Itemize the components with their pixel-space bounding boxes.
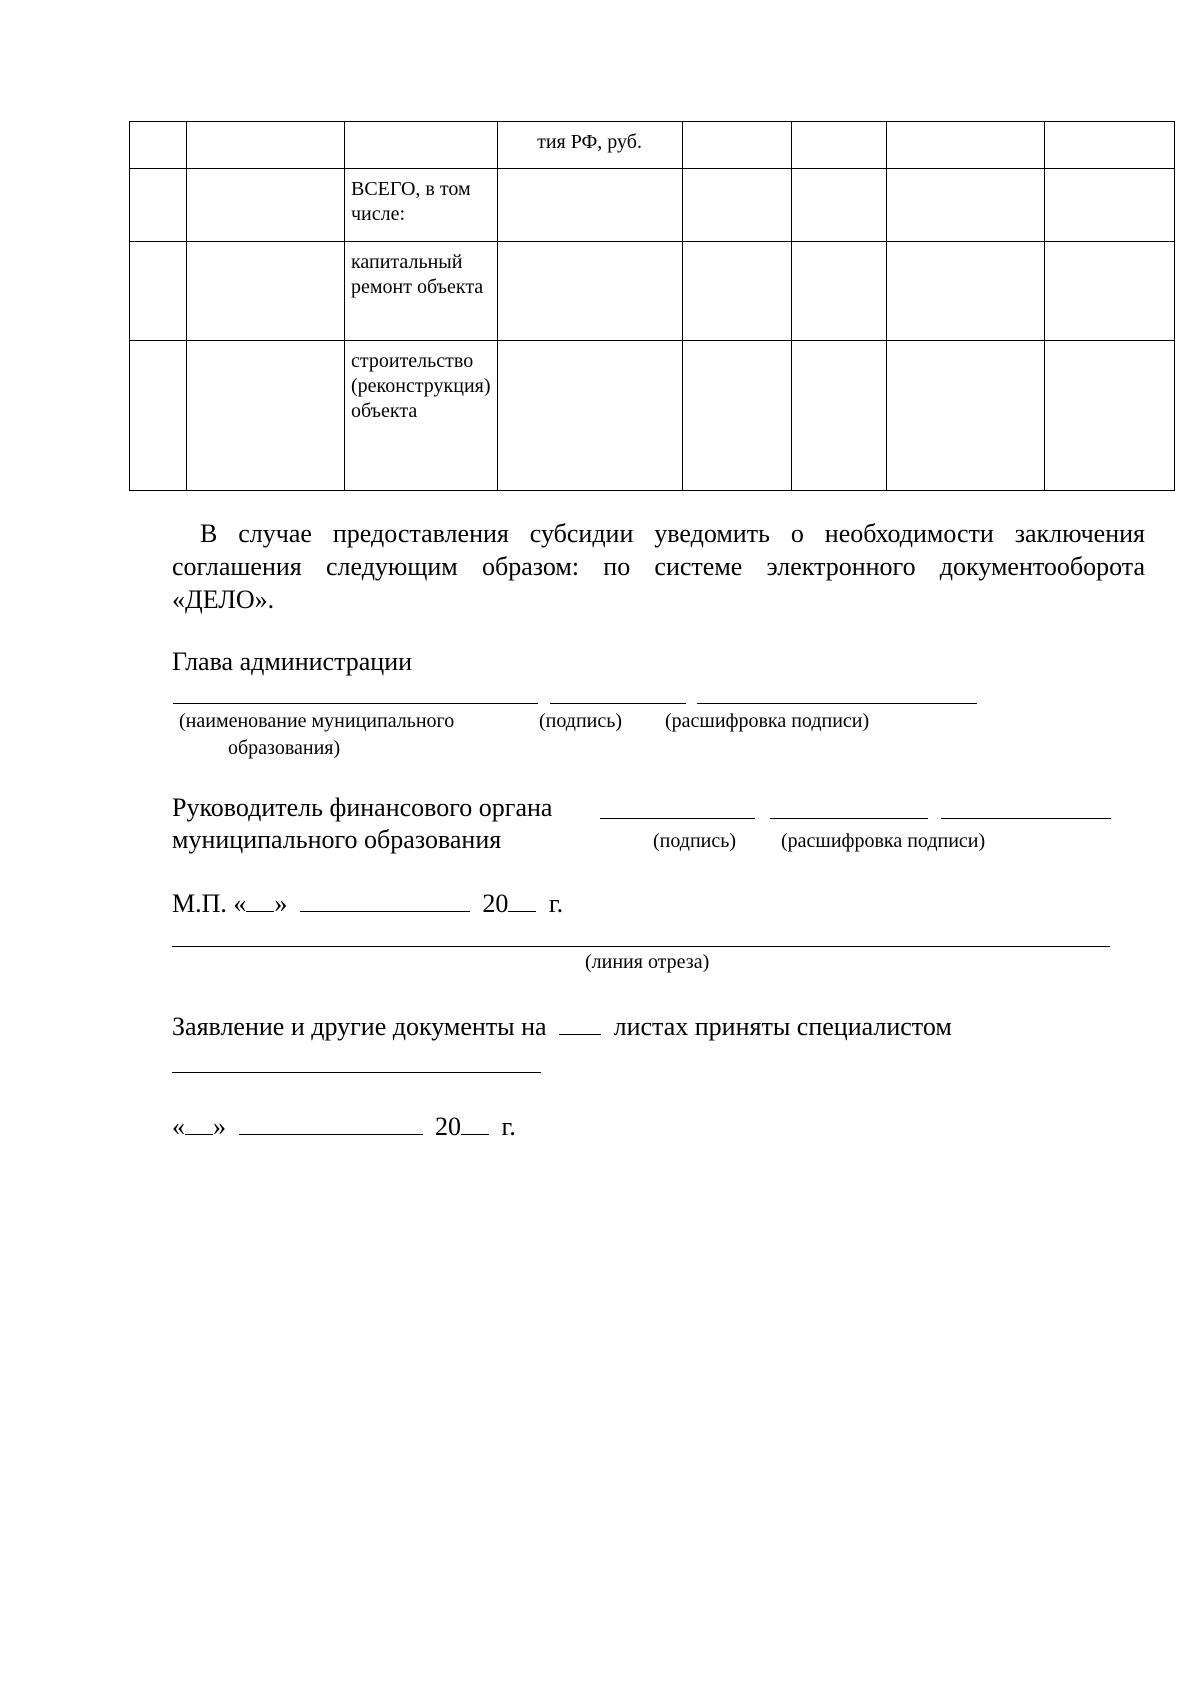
stamp-g: г. — [548, 889, 564, 918]
table-cell — [130, 122, 187, 169]
notification-paragraph: В случае предоставления субсидии уведомить о необходимости заключения соглашения следующим образом: по системе электронного документооборота «ДЕЛО». — [172, 519, 1145, 614]
stamp-date-line — [172, 885, 563, 920]
table-cell — [791, 122, 886, 169]
date-open-quote: « — [172, 1112, 185, 1141]
finance-head-title-cont: муниципального образования — [172, 825, 502, 854]
table-cell — [1044, 169, 1174, 242]
table-cell — [886, 242, 1044, 341]
table-cell — [345, 122, 498, 169]
subsidy-table — [129, 121, 1175, 491]
date-year: 20 — [435, 1112, 461, 1141]
caption-sign: (подпись) — [539, 710, 623, 732]
table-cell — [791, 242, 886, 341]
finance-caption-decode: (расшифровка подписи) — [781, 830, 986, 852]
caption-decode: (расшифровка подписи) — [665, 710, 870, 732]
received-text-2: листах приняты специалистом — [613, 1012, 952, 1041]
table-cell — [497, 341, 682, 491]
month-blank — [300, 885, 470, 912]
table-cell: капитальный ремонт объекта — [345, 242, 498, 341]
table-cell — [130, 341, 187, 491]
table-cell — [886, 122, 1044, 169]
table-row — [130, 341, 1175, 491]
table-cell — [1044, 122, 1174, 169]
date-month-blank — [239, 1108, 423, 1135]
signature-line-decode — [697, 703, 977, 704]
table-cell — [791, 341, 886, 491]
table-cell — [497, 169, 682, 242]
table-cell — [886, 169, 1044, 242]
table-cell — [187, 341, 345, 491]
date-close-quote: » — [213, 1112, 226, 1141]
cut-line — [172, 946, 1110, 947]
table-row — [130, 122, 1175, 169]
table-row — [130, 169, 1175, 242]
date-year-blank — [461, 1108, 489, 1135]
year-blank — [508, 885, 536, 912]
table-cell — [886, 341, 1044, 491]
table-row — [130, 242, 1175, 341]
finance-caption-sign: (подпись) — [653, 830, 737, 852]
table-cell — [187, 122, 345, 169]
finance-head-title: Руководитель финансового органа — [172, 793, 553, 822]
caption-name-cont: образования) — [228, 737, 341, 759]
head-admin-title: Глава администрации — [172, 647, 413, 676]
caption-name: (наименование муниципального — [179, 710, 455, 732]
specialist-line — [172, 1072, 541, 1073]
received-line — [172, 1008, 952, 1043]
table-cell — [1044, 341, 1174, 491]
table-cell — [130, 169, 187, 242]
received-text-1: Заявление и другие документы на — [172, 1012, 547, 1041]
table-cell — [682, 169, 791, 242]
table-cell: тия РФ, руб. — [497, 122, 682, 169]
stamp-year: 20 — [482, 889, 509, 918]
finance-line-2 — [770, 818, 928, 819]
cut-line-caption: (линия отреза) — [585, 951, 710, 973]
table-cell — [130, 242, 187, 341]
table-cell — [187, 242, 345, 341]
stamp-close-quote: » — [274, 889, 288, 918]
table-cell — [1044, 242, 1174, 341]
signature-line-sign — [550, 703, 686, 704]
stamp-mp: М.П. « — [172, 889, 247, 918]
table-cell — [791, 169, 886, 242]
table-cell — [497, 242, 682, 341]
date-g: г. — [501, 1112, 516, 1141]
table-cell — [682, 341, 791, 491]
day-blank — [246, 885, 274, 912]
date-line — [172, 1108, 516, 1143]
date-day-blank — [185, 1108, 213, 1135]
sheets-blank — [559, 1008, 601, 1035]
table-cell — [187, 169, 345, 242]
table-cell — [682, 242, 791, 341]
finance-line-3 — [941, 818, 1111, 819]
finance-line-1 — [600, 818, 755, 819]
table-cell — [682, 122, 791, 169]
signature-line-name — [173, 703, 538, 704]
table-cell: строительство (реконструкция) объекта — [345, 341, 498, 491]
table-cell: ВСЕГО, в том числе: — [345, 169, 498, 242]
